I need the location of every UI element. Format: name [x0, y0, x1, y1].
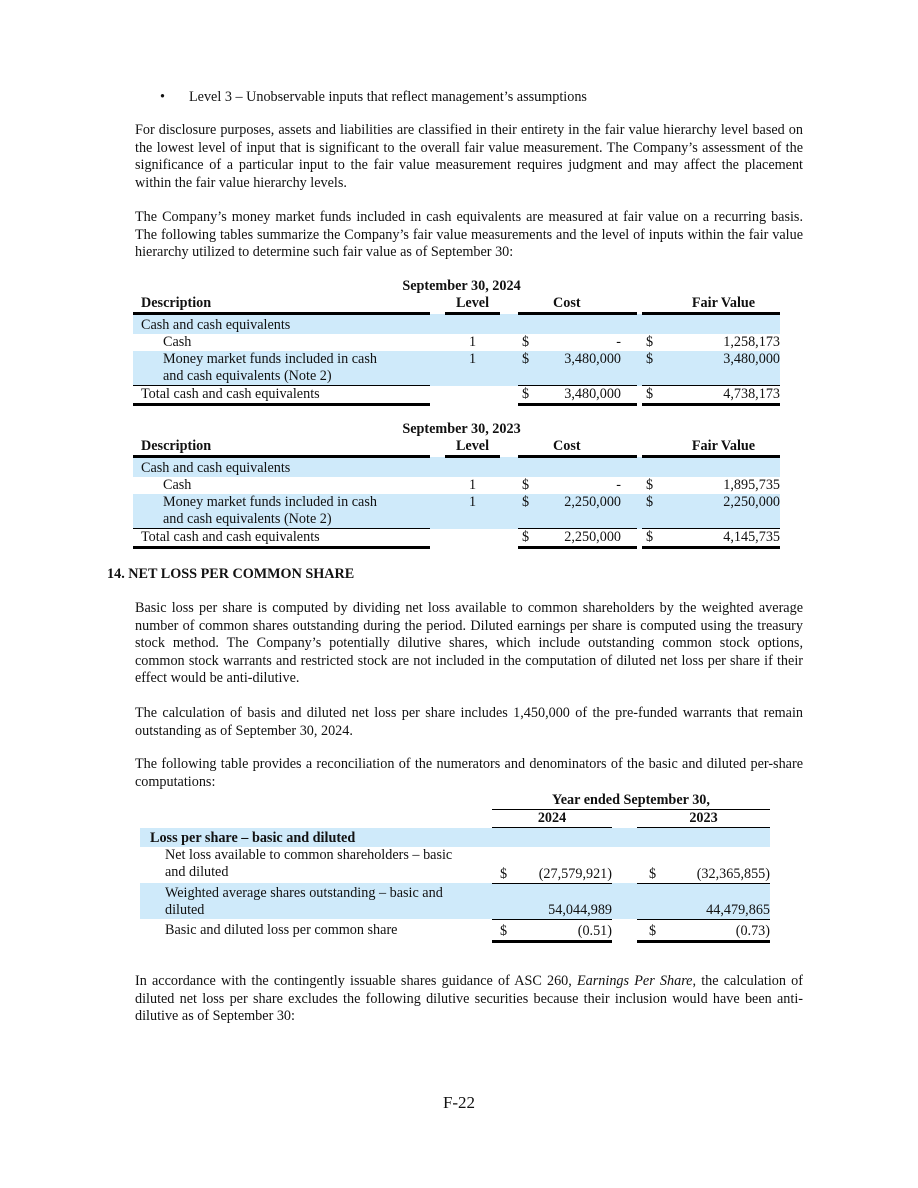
paragraph: The following table provides a reconciliation of the numerators and denominators of the basic and diluted per-share computations:	[135, 756, 803, 790]
total-row	[133, 529, 780, 548]
bullet-text: Level 3 – Unobservable inputs that reflect management’s assumptions	[189, 89, 587, 105]
bullet-icon: •	[160, 89, 165, 105]
total-fair-value: 4,738,173	[667, 386, 780, 405]
paragraph: The Company’s money market funds included in cash equivalents are measured at fair value on a recurring basis. The following tables summarize the Company’s fair value measurements and the level of inputs within the fair value hierarchy utilized to determine such fair value as of September 30:	[135, 209, 803, 260]
fair-value: 1,258,173	[723, 334, 780, 350]
level-value: 1	[468, 334, 477, 350]
cost-value: -	[616, 477, 621, 493]
section-label: Loss per share – basic and diluted	[150, 830, 356, 846]
italic-text: Earnings Per Share	[577, 973, 693, 989]
bullet-item	[160, 89, 828, 107]
row-label: Cash	[163, 477, 192, 493]
header-description: Description	[133, 438, 430, 457]
value-2024: (0.51)	[512, 919, 612, 941]
dollar-sign: $	[637, 847, 657, 883]
table-row	[133, 477, 780, 494]
header-level: Level	[445, 295, 500, 314]
header-cost: Cost	[543, 438, 637, 457]
fair-value-table-2023	[133, 421, 780, 549]
header-fair-value: Fair Value	[667, 438, 780, 457]
dollar-sign: $	[518, 386, 543, 405]
fair-value: 1,895,735	[723, 477, 780, 493]
cost-value: 2,250,000	[564, 494, 621, 510]
text: In accordance with the contingently issuable shares guidance of ASC 260,	[135, 973, 578, 989]
year-ended-header: Year ended September 30,	[492, 792, 770, 810]
total-label: Total cash and cash equivalents	[133, 386, 430, 405]
total-cost: 2,250,000	[543, 529, 637, 548]
value-2024: 54,044,989	[512, 883, 612, 919]
year-2023-header: 2023	[637, 810, 770, 828]
text: , the calculation of diluted net loss per share excludes the following dilutive securities because their inclusion would have been anti-dilutive as of September 30:	[135, 973, 803, 1024]
table-row	[140, 919, 770, 941]
dollar-sign: $	[646, 494, 654, 510]
value-2023: (0.73)	[657, 919, 770, 941]
dollar-sign: $	[646, 477, 654, 493]
level-value: 1	[468, 477, 477, 493]
header-fair-value: Fair Value	[667, 295, 780, 314]
value-2023: 44,479,865	[657, 883, 770, 919]
dollar-sign: $	[492, 919, 512, 941]
value-2024: (27,579,921)	[512, 847, 612, 883]
section-heading: 14. NET LOSS PER COMMON SHARE	[107, 566, 355, 582]
paragraph: The calculation of basis and diluted net loss per share includes 1,450,000 of the pre-funded warrants that remain outstanding as of September 30, 2024.	[135, 705, 803, 739]
loss-per-share-table	[140, 792, 770, 943]
header-description: Description	[133, 295, 430, 314]
table-date: September 30, 2023	[402, 421, 521, 437]
table-row	[133, 351, 780, 386]
total-fair-value: 4,145,735	[667, 529, 780, 548]
dollar-sign: $	[522, 494, 530, 510]
total-row	[133, 386, 780, 405]
dollar-sign: $	[637, 919, 657, 941]
table-row	[133, 494, 780, 529]
table-row	[140, 883, 770, 919]
fair-value: 3,480,000	[723, 351, 780, 367]
paragraph: For disclosure purposes, assets and liabilities are classified in their entirety in the fair value hierarchy level based on the lowest level of input that is significant to the overall fair value measurement. The Company’s assessment of the significance of a particular input to the fair value measurement requires judgment and may affect the placement within the fair value hierarchy levels.	[135, 122, 803, 191]
year-2024-header: 2024	[492, 810, 612, 828]
row-label: Basic and diluted loss per common share	[165, 922, 398, 938]
dollar-sign: $	[522, 334, 530, 350]
dollar-sign: $	[642, 386, 667, 405]
dollar-sign: $	[646, 351, 654, 367]
dollar-sign: $	[642, 529, 667, 548]
dollar-sign: $	[522, 477, 530, 493]
total-label: Total cash and cash equivalents	[133, 529, 430, 548]
fair-value-table-2024	[133, 278, 780, 406]
row-label: Money market funds included in cash and cash equivalents (Note 2)	[163, 351, 377, 384]
header-level: Level	[445, 438, 500, 457]
table-row	[133, 334, 780, 351]
page-number: F-22	[442, 1093, 476, 1112]
header-cost: Cost	[543, 295, 637, 314]
paragraph	[135, 973, 803, 1026]
row-label: Money market funds included in cash and cash equivalents (Note 2)	[163, 494, 377, 527]
level-value: 1	[468, 494, 477, 510]
total-cost: 3,480,000	[543, 386, 637, 405]
cost-value: -	[616, 334, 621, 350]
dollar-sign: $	[522, 351, 530, 367]
value-2023: (32,365,855)	[657, 847, 770, 883]
dollar-sign: $	[518, 529, 543, 548]
section-label: Cash and cash equivalents	[141, 460, 291, 476]
row-label: Weighted average shares outstanding – basic and diluted	[165, 885, 443, 918]
dollar-sign: $	[492, 847, 512, 883]
level-value: 1	[468, 351, 477, 367]
fair-value: 2,250,000	[723, 494, 780, 510]
cost-value: 3,480,000	[564, 351, 621, 367]
row-label: Cash	[163, 334, 192, 350]
row-label: Net loss available to common shareholders – basic and diluted	[165, 847, 453, 880]
section-label: Cash and cash equivalents	[141, 317, 291, 333]
paragraph: Basic loss per share is computed by dividing net loss available to common shareholders by the weighted average number of common shares outstanding during the period. Diluted earnings per share is computed using the treasury stock method. The Company’s potentially dilutive shares, which include outstanding common stock options, common stock warrants and restricted stock are not included in the computation of diluted net loss per share if their effect would be anti-dilutive.	[135, 600, 803, 686]
table-row	[140, 847, 770, 883]
dollar-sign: $	[646, 334, 654, 350]
table-date: September 30, 2024	[402, 278, 521, 294]
